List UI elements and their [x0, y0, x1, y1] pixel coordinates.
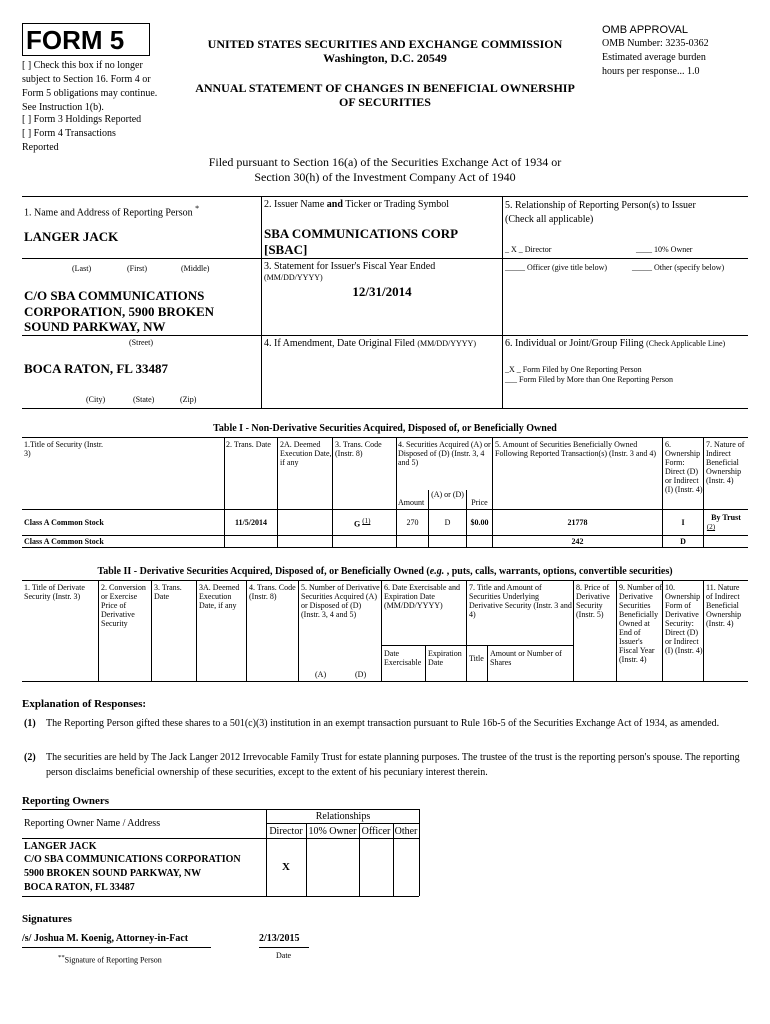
table1-top-rule	[22, 408, 748, 409]
box4-format: (MM/DD/YYYY)	[417, 339, 476, 348]
footnote-1-link[interactable]: (1)	[362, 517, 371, 525]
table2-top-rule	[22, 580, 748, 581]
signature-line	[22, 947, 211, 948]
t1-col-h	[662, 437, 663, 547]
t2-h5-a: (A)	[315, 670, 327, 679]
t2-h11: 11. Nature of Indirect Beneficial Ownership (Instr. 4)	[706, 583, 742, 628]
t1-h4-amount: Amount	[398, 498, 425, 507]
t2-col-c	[196, 580, 197, 681]
t2-col-f	[381, 580, 382, 681]
t2-h3a: 3A. Deemed Execution Date, if any	[199, 583, 240, 610]
t1-col-a	[224, 437, 225, 547]
street-label: (Street)	[129, 338, 153, 347]
t2-h6-exercisable: Date Exercisable	[384, 649, 422, 667]
table1-title: Table I - Non-Derivative Securities Acquired, Disposed of, or Beneficially Owned	[213, 423, 557, 434]
ten-percent-owner-checkbox[interactable]: ____ 10% Owner	[636, 245, 693, 254]
fiscal-year-end: 12/31/2014	[352, 284, 412, 299]
owner-addr3: BOCA RATON, FL 33487	[24, 882, 135, 893]
t1-col-c	[332, 437, 333, 547]
box2-label	[264, 199, 449, 211]
box1-right-rule	[261, 196, 262, 408]
signature-label-text: Signature of Reporting Person	[64, 955, 162, 965]
t1-row1-aord: D	[444, 518, 451, 527]
box2-label-pre: 2. Issuer Name	[264, 199, 327, 210]
box1-label-text: 1. Name and Address of Reporting Person	[24, 207, 193, 219]
t1-h6: 6. Ownership Form: Direct (D) or Indirect (I) (Instr. 4)	[665, 440, 703, 494]
explanation-2-text: The securities are held by The Jack Langer 2012 Irrevocable Family Trust for estate planning purposes. The trustee of the trust is the reporting person's spouse. The reporting person disclaims beneficial ownership of these securities, except to the extent of his pecuniary interest therein.	[46, 752, 740, 778]
t2-col-m	[703, 580, 704, 681]
city-value: BOCA RATON, FL 33487	[24, 361, 168, 376]
form3-holdings-checkbox[interactable]: [ ] Form 3 Holdings Reported	[22, 114, 142, 125]
signature-date: 2/13/2015	[259, 933, 300, 944]
box6-label-paren: (Check Applicable Line)	[646, 339, 726, 348]
table1-row1-bottom	[22, 535, 748, 536]
other-checkbox[interactable]: _____ Other (specify below)	[632, 263, 725, 272]
box5-rule	[502, 258, 748, 259]
explanation-1-text: The Reporting Person gifted these shares to a 501(c)(3) institution in an exempt transaction pursuant to Rule 16b-5 of the Securities Exchange Act of 1934, as amended.	[46, 718, 720, 729]
one-person-checkbox[interactable]: _X _ Form Filed by One Reporting Person	[505, 365, 642, 374]
omb-burden: Estimated average burden	[602, 52, 706, 63]
signature-label	[58, 953, 162, 966]
t1-row1-owned: 21778	[567, 518, 588, 527]
t1-row1-amount: 270	[406, 518, 419, 527]
t1-h1: 1.Title of Security (Instr. 3)	[24, 440, 104, 458]
city-label: (City)	[86, 395, 106, 404]
table2-title-pre: Table II - Derivative Securities Acquired, Disposed of, or Beneficially Owned (	[97, 566, 430, 577]
no-longer-checkbox[interactable]: [ ] Check this box if no longer subject to Section 16. Form 4 or Form 5 obligations may continue. See Instruction 1(b).	[22, 60, 158, 113]
owners-col-director: Director	[269, 826, 303, 837]
signatures-title: Signatures	[22, 913, 72, 925]
owners-col-e	[419, 809, 420, 896]
owners-col-officer: Officer	[361, 826, 391, 837]
t1-row1-form: I	[681, 518, 685, 527]
box2-label-and: and	[326, 199, 343, 210]
t1-h5: 5. Amount of Securities Beneficially Owned Following Reported Transaction(s) (Instr. 3 and 4)	[495, 440, 657, 458]
box6-label	[505, 338, 725, 350]
box6-label-text: 6. Individual or Joint/Group Filing	[505, 338, 644, 349]
t2-col-e	[298, 580, 299, 681]
t2-col-k	[616, 580, 617, 681]
owners-top-rule	[22, 809, 419, 810]
table2-title	[22, 566, 748, 578]
t2-col-j	[573, 580, 574, 681]
signer-name: /s/ Joshua M. Koenig, Attorney-in-Fact	[22, 933, 189, 944]
box3-bottom-rule	[261, 335, 748, 336]
t2-h5: 5. Number of Derivative Securities Acquired (A) or Disposed of (D) (Instr. 3, 4 and 5)	[301, 583, 380, 619]
first-label: (First)	[127, 264, 147, 273]
t1-h3: 3. Trans. Code (Instr. 8)	[335, 440, 382, 458]
t2-col-a	[98, 580, 99, 681]
t1-row1-price: $0.00	[470, 518, 489, 527]
box1-asterisk: *	[195, 204, 200, 213]
reporting-owners-title: Reporting Owners	[22, 795, 110, 807]
date-label: Date	[276, 951, 292, 960]
t1-row1-nature: By Trust	[711, 513, 741, 522]
t2-col-b	[151, 580, 152, 681]
t2-h3: 3. Trans. Date	[154, 583, 182, 601]
t2-col-i	[487, 645, 488, 681]
t1-h4-price: Price	[471, 498, 488, 507]
t1-col-b	[277, 437, 278, 547]
agency-location: Washington, D.C. 20549	[323, 51, 447, 65]
box3-label: 3. Statement for Issuer's Fiscal Year Ended	[264, 261, 436, 272]
t2-h6-expiration: Expiration Date	[428, 649, 462, 667]
middle-label: (Middle)	[181, 264, 210, 273]
date-line	[259, 947, 309, 948]
filed-pursuant-line2: Section 30(h) of the Investment Company Act of 1940	[254, 170, 516, 184]
director-checkbox[interactable]: _ X _ Director	[505, 245, 552, 254]
t2-h10: 10. Ownership Form of Derivative Security: Direct (D) or Indirect (I) (Instr. 4)	[665, 583, 703, 655]
last-label: (Last)	[72, 264, 92, 273]
owners-col-name: Reporting Owner Name / Address	[24, 818, 161, 829]
t2-h1: 1. Title of Derivate Security (Instr. 3)	[24, 583, 85, 601]
owners-col-other: Other	[394, 826, 418, 837]
box4-label-text: 4. If Amendment, Date Original Filed	[264, 338, 415, 349]
box1-name-rule	[22, 258, 261, 259]
filed-pursuant-line1: Filed pursuant to Section 16(a) of the Securities Exchange Act of 1934 or	[208, 155, 562, 169]
owners-col-ten: 10% Owner	[308, 826, 357, 837]
box1-street-rule	[22, 335, 261, 336]
t1-col-g	[492, 437, 493, 547]
t1-h4: 4. Securities Acquired (A) or Disposed of (D) (Instr. 3, 4 and 5)	[398, 440, 491, 467]
t2-h2: 2. Conversion or Exercise Price of Derivative Security	[101, 583, 146, 628]
t2-h7-amount: Amount or Number of Shares	[490, 649, 562, 667]
multi-person-checkbox[interactable]: ___ Form Filed by More than One Reporting Person	[505, 375, 673, 384]
t2-h7-title: Title	[469, 654, 484, 663]
table2-title-post: , puts, calls, warrants, options, convertible securities)	[444, 566, 673, 577]
box2-bottom-rule	[261, 258, 502, 259]
box5-label2: (Check all applicable)	[505, 214, 594, 225]
t1-row1-date: 11/5/2014	[234, 518, 267, 527]
owner-addr2: 5900 BROKEN SOUND PARKWAY, NW	[24, 868, 202, 879]
box2-right-rule	[502, 196, 503, 408]
owner-director-mark: X	[282, 861, 290, 873]
box2-label-post: Ticker or Trading Symbol	[342, 199, 450, 210]
explanation-1-num: (1)	[24, 718, 36, 729]
owners-bottom-rule	[22, 896, 419, 897]
t2-h8: 8. Price of Derivative Security (Instr. 5)	[576, 583, 610, 619]
t2-h4: 4. Trans. Code (Instr. 8)	[249, 583, 296, 601]
t2-h7: 7. Title and Amount of Securities Underlying Derivative Security (Instr. 3 and 4)	[469, 583, 572, 619]
table2-bottom-rule	[22, 681, 748, 682]
omb-number: OMB Number: 3235-0362	[602, 38, 709, 49]
owners-col-relationships: Relationships	[315, 811, 371, 822]
box3-format: (MM/DD/YYYY)	[264, 273, 323, 282]
reporting-person-name: LANGER JACK	[24, 229, 119, 244]
owner-addr1: C/O SBA COMMUNICATIONS CORPORATION	[24, 854, 241, 865]
table2-title-eg: e.g.	[429, 566, 445, 577]
t2-col-d	[246, 580, 247, 681]
t1-col-d	[396, 437, 397, 547]
box4-label	[264, 338, 476, 350]
t1-h7: 7. Nature of Indirect Beneficial Ownership (Instr. 4)	[706, 440, 745, 485]
box1-label	[24, 203, 199, 219]
owner-name: LANGER JACK	[24, 841, 97, 852]
t1-row1-title: Class A Common Stock	[24, 518, 104, 527]
footnote-2-link[interactable]: (2)	[706, 523, 716, 531]
zip-label: (Zip)	[180, 395, 197, 404]
explanation-title: Explanation of Responses:	[22, 698, 147, 710]
table1-header-rule	[22, 437, 748, 438]
officer-checkbox[interactable]: _____ Officer (give title below)	[505, 263, 608, 272]
t2-sub-rule	[381, 645, 573, 646]
t1-row2-title: Class A Common Stock	[24, 537, 104, 546]
issuer-name: SBA COMMUNICATIONS CORP	[264, 226, 459, 241]
t2-h5-d: (D)	[355, 670, 367, 679]
boxes-top-rule	[22, 196, 748, 197]
table1-row1-top	[22, 509, 748, 510]
form-title: FORM 5	[26, 25, 125, 55]
table1-row2-bottom	[22, 547, 748, 548]
form4-transactions-checkbox[interactable]: [ ] Form 4 Transactions Reported	[22, 128, 116, 153]
explanation-2-num: (2)	[24, 752, 36, 763]
omb-hours: hours per response... 1.0	[602, 66, 700, 77]
state-label: (State)	[133, 395, 155, 404]
t1-row2-form: D	[680, 537, 686, 546]
t1-h2a: 2A. Deemed Execution Date, if any	[280, 440, 332, 467]
t1-row1-code-value: G	[354, 519, 361, 529]
omb-approval-title: OMB APPROVAL	[602, 24, 688, 36]
t2-h6: 6. Date Exercisable and Expiration Date (MM/DD/YYYY)	[384, 583, 460, 610]
ticker-symbol: [SBAC]	[264, 242, 308, 257]
owners-rel-rule	[266, 823, 419, 824]
box5-label: 5. Relationship of Reporting Person(s) to Issuer	[505, 200, 696, 211]
statement-title-2: OF SECURITIES	[339, 95, 431, 109]
t1-row1-code	[354, 517, 370, 529]
agency-name: UNITED STATES SECURITIES AND EXCHANGE COMMISSION	[207, 37, 563, 51]
t1-h4-aord: (A) or (D)	[431, 490, 464, 499]
signature-mark: **	[58, 954, 65, 961]
t1-h2: 2. Trans. Date	[226, 440, 271, 449]
street-value: C/O SBA COMMUNICATIONS CORPORATION, 5900 BROKEN SOUND PARKWAY, NW	[24, 288, 215, 334]
t2-h9: 9. Number of Derivative Securities Beneficially Owned at End of Issuer's Fiscal Year (Instr. 4)	[619, 583, 662, 664]
statement-title: ANNUAL STATEMENT OF CHANGES IN BENEFICIAL OWNERSHIP	[195, 81, 575, 95]
t1-row2-owned: 242	[571, 537, 584, 546]
